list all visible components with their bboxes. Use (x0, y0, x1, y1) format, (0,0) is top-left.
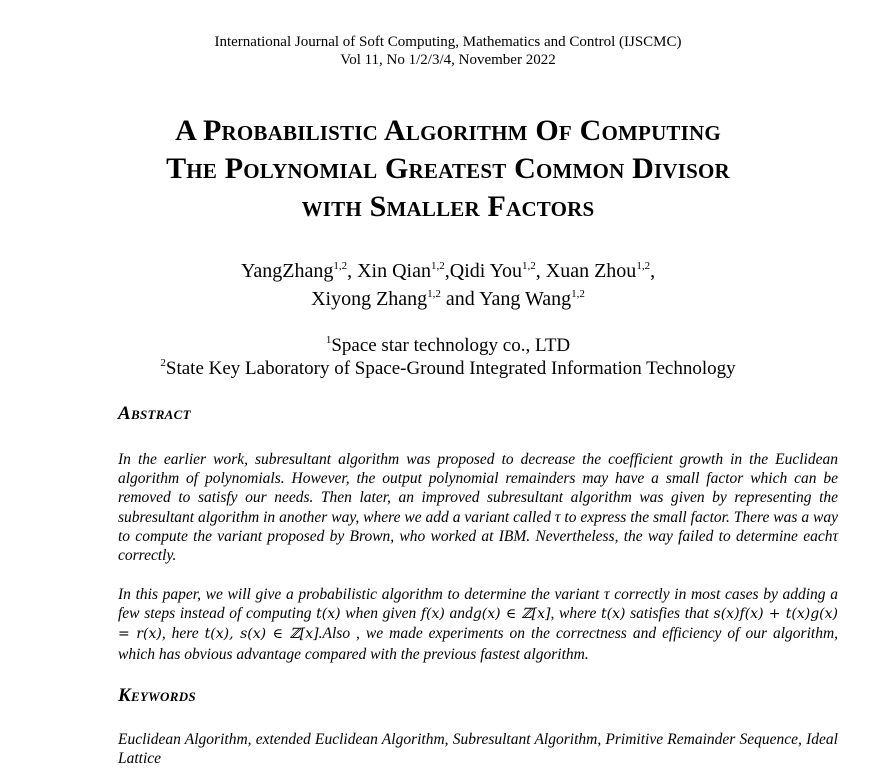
math-expression: s(x)f(x) + t(x)g(x) = r(x) (118, 606, 838, 643)
author-separator: , (444, 260, 450, 282)
text-run: In this paper, we will give a probabilistic algorithm to determine the variant τ correctly in most cases by adding a few steps instead of computing (118, 586, 838, 623)
affiliation-mark: 1 (325, 334, 332, 346)
author-separator: , (535, 260, 546, 282)
author-separator: , (650, 260, 656, 282)
author-affiliation-mark: 1,2 (431, 260, 445, 272)
title-line-3: with Smaller Factors (301, 190, 595, 223)
author-affiliation-mark: 1,2 (427, 288, 441, 300)
journal-header (0, 33, 896, 69)
journal-name: International Journal of Soft Computing, Mathematics and Control (IJSCMC) (214, 34, 682, 50)
author-name: Xiyong Zhang (311, 288, 428, 310)
author-name: YangZhang (240, 260, 334, 282)
author-list (0, 257, 896, 313)
keywords-text: Euclidean Algorithm, extended Euclidean Algorithm, Subresultant Algorithm, Primitive Remainder Sequence, Ideal Lattice (118, 731, 838, 768)
text-run: when given (340, 605, 421, 623)
abstract-paragraph-1: In the earlier work, subresultant algorithm was proposed to decrease the coefficient growth in the Euclidean algorithm of polynomials. However, the output polynomial remainders may have a small factor which can be removed to satisfy our needs. Then later, an improved subresultant algorithm was given by representing the subresultant algorithm in another way, where we add a variant called τ to express the small factor. There was a way to compute the variant proposed by Brown, who worked at IBM. Nevertheless, the way failed to determine eachτ correctly. (118, 451, 838, 565)
math-expression: t(x) (316, 606, 341, 623)
text-run: satisfies that (625, 605, 714, 623)
text-run: , where (550, 605, 601, 623)
author-separator: , (347, 260, 358, 282)
author-name: Xuan Zhou (545, 260, 637, 282)
author-name: Xin Qian (357, 260, 431, 282)
affiliation-1 (0, 334, 896, 357)
author-separator: and (440, 288, 480, 310)
author-name: Qidi You (449, 260, 523, 282)
author-name: Yang Wang (479, 288, 572, 310)
paper-title (0, 112, 896, 226)
author-affiliation-mark: 1,2 (522, 260, 536, 272)
affiliation-mark: 2 (160, 357, 166, 369)
abstract-heading: Abstract (118, 403, 191, 424)
title-line-1: A Probabilistic Algorithm Of Computing (175, 114, 721, 147)
affiliation-list (0, 334, 896, 380)
author-affiliation-mark: 1,2 (571, 288, 585, 300)
math-expression: t(x), s(x) ∈ ℤ[x] (204, 626, 319, 643)
affiliation-2 (0, 357, 896, 380)
title-line-2: The Polynomial Greatest Common Divisor (166, 152, 730, 185)
abstract-paragraph-2 (118, 585, 838, 664)
text-run: and (444, 605, 473, 623)
text-run: .Also , we made experiments on the correctness and efficiency of our algorithm, which has obvious advantage compared with the previous fastest algorithm. (118, 625, 839, 663)
math-expression: g(x) ∈ ℤ[x] (472, 606, 551, 623)
author-affiliation-mark: 1,2 (636, 260, 651, 272)
journal-volume: Vol 11, No 1/2/3/4, November 2022 (340, 52, 556, 68)
text-run: , here (161, 625, 205, 643)
affiliation-text: Space star technology co., LTD (331, 335, 571, 356)
affiliation-text: State Key Laboratory of Space-Ground Integrated Information Technology (165, 358, 736, 379)
keywords-heading: Keywords (118, 685, 196, 706)
author-affiliation-mark: 1,2 (333, 260, 348, 272)
math-expression: t(x) (601, 606, 626, 623)
math-expression: f(x) (420, 606, 445, 623)
